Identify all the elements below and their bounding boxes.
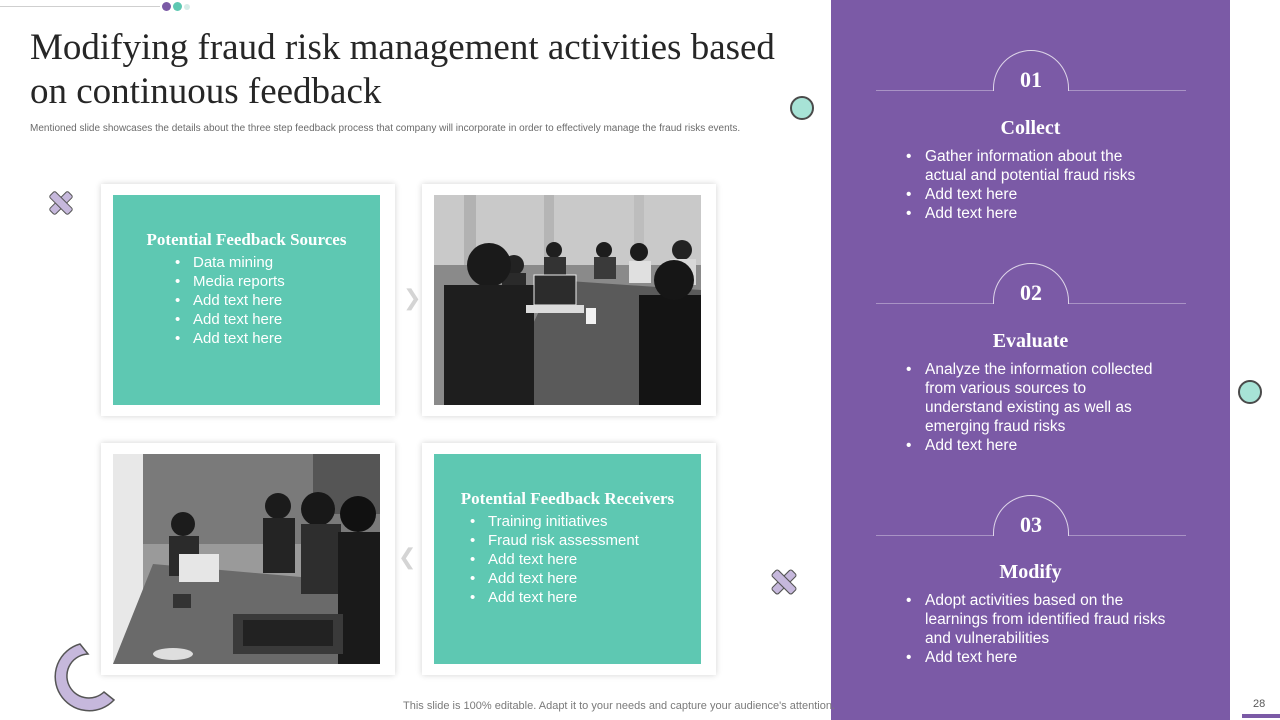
list-item: • Gather information about the actual and potential fraud risks bbox=[906, 147, 1166, 185]
meeting-photo-card-top bbox=[422, 184, 716, 416]
dot-light bbox=[184, 4, 190, 10]
step-list bbox=[906, 360, 1166, 455]
step-number: 03 bbox=[1020, 512, 1042, 537]
list-item: • Add text here bbox=[468, 569, 701, 588]
meeting-photo-top bbox=[434, 195, 701, 405]
list-item: • Media reports bbox=[173, 272, 380, 291]
list-item: • Add text here bbox=[906, 185, 1166, 204]
steps-panel bbox=[831, 0, 1230, 720]
crescent-decoration-icon bbox=[52, 640, 118, 714]
list-item: • Add text here bbox=[173, 291, 380, 310]
ring-decoration-right bbox=[1238, 380, 1262, 404]
footer-note: This slide is 100% editable. Adapt it to your needs and capture your audience's attention. bbox=[403, 700, 835, 712]
meeting-photo-bottom bbox=[113, 454, 380, 664]
list-item: • Add text here bbox=[173, 329, 380, 348]
step-list bbox=[906, 591, 1166, 667]
page-subtitle: Mentioned slide showcases the details about the three step feedback process that company will incorporate in order to effectively manage the fraud risks events. bbox=[30, 123, 741, 134]
list-item: • Add text here bbox=[173, 310, 380, 329]
list-item: • Add text here bbox=[906, 648, 1166, 667]
list-item: • Data mining bbox=[173, 253, 380, 272]
feedback-sources-card bbox=[101, 184, 395, 416]
feedback-receivers-heading: Potential Feedback Receivers bbox=[460, 489, 675, 508]
page-number: 28 bbox=[1253, 698, 1266, 710]
chevron-left-icon: ❮ bbox=[398, 545, 417, 570]
list-item: • Add text here bbox=[906, 204, 1166, 223]
step-number: 02 bbox=[1020, 280, 1042, 305]
ring-decoration-top bbox=[790, 96, 814, 120]
step-title: Collect bbox=[1000, 117, 1061, 139]
feedback-receivers-card bbox=[422, 443, 716, 675]
step-number: 01 bbox=[1020, 67, 1042, 92]
feedback-receivers-list bbox=[434, 512, 701, 607]
dot-purple bbox=[162, 2, 171, 11]
list-item: • Add text here bbox=[906, 436, 1166, 455]
page-title: Modifying fraud risk management activities based on continuous feedback bbox=[30, 27, 775, 112]
cross-decoration-icon bbox=[768, 566, 800, 598]
step-list bbox=[906, 147, 1166, 223]
feedback-sources-heading: Potential Feedback Sources bbox=[146, 230, 347, 249]
list-item: • Analyze the information collected from various sources to understand existing as well as emerging fraud risks bbox=[906, 360, 1166, 436]
dot-teal bbox=[173, 2, 182, 11]
feedback-receivers-box bbox=[434, 454, 701, 664]
list-item: • Add text here bbox=[468, 588, 701, 607]
top-divider-line bbox=[0, 6, 160, 7]
list-item: • Training initiatives bbox=[468, 512, 701, 531]
list-item: • Fraud risk assessment bbox=[468, 531, 701, 550]
cross-decoration-icon bbox=[46, 188, 76, 218]
list-item: • Add text here bbox=[468, 550, 701, 569]
step-title: Modify bbox=[999, 561, 1062, 583]
step-title: Evaluate bbox=[992, 330, 1069, 352]
feedback-sources-list bbox=[113, 253, 380, 348]
list-item: • Adopt activities based on the learnings from identified fraud risks and vulnerabilities bbox=[906, 591, 1166, 648]
chevron-right-icon: ❯ bbox=[403, 286, 422, 311]
page-number-bar bbox=[1242, 714, 1280, 718]
meeting-photo-card-bottom bbox=[101, 443, 395, 675]
feedback-sources-box bbox=[113, 195, 380, 405]
